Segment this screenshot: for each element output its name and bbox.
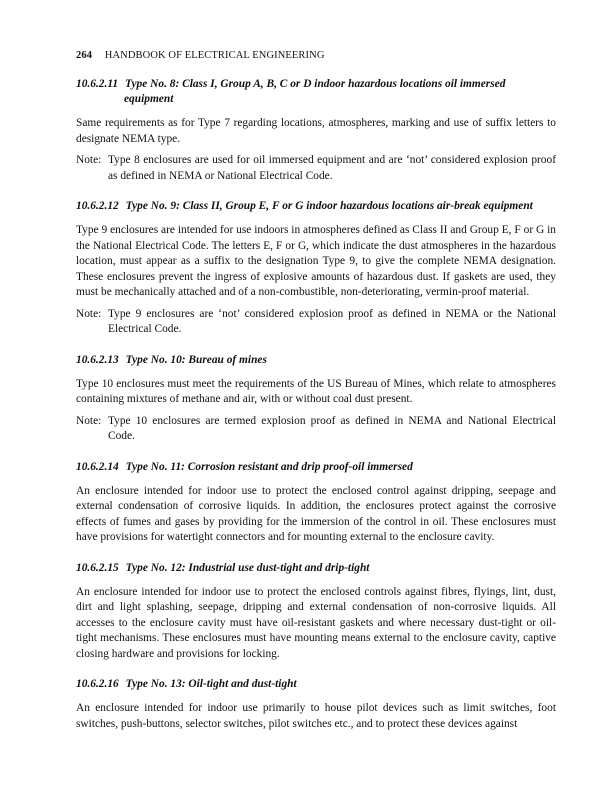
note-text: Type 8 enclosures are used for oil immersed equipment and are ‘not’ considered explosion proof as defined in NEMA or National Electrical Code. (108, 154, 556, 182)
body-paragraph: An enclosure intended for indoor use primarily to house pilot devices such as limit switches, foot switches, push-buttons, selector switches, pilot switches etc., and to protect these devices against (76, 702, 556, 730)
section-title: Type No. 12: Industrial use dust-tight and drip-tight (125, 561, 370, 574)
section-number: 10.6.2.14 (76, 460, 119, 473)
section-title: Type No. 11: Corrosion resistant and drip proof-oil immersed (125, 460, 413, 473)
section-number: 10.6.2.12 (76, 200, 119, 212)
section-number: 10.6.2.13 (76, 353, 119, 366)
section-title: Type No. 10: Bureau of mines (125, 353, 267, 366)
note-label: Note: (76, 307, 102, 320)
section-heading (76, 199, 556, 214)
section-type-10 (76, 353, 556, 445)
section-title: Type No. 13: Oil-tight and dust-tight (125, 678, 297, 690)
section-heading (76, 677, 556, 692)
note (76, 307, 556, 338)
document-page (76, 50, 556, 747)
running-head (76, 50, 556, 61)
note (76, 153, 556, 184)
section-type-8 (76, 77, 556, 184)
section-title: Type No. 9: Class II, Group E, F or G indoor hazardous locations air-break equipment (125, 200, 533, 212)
section-heading (76, 460, 556, 475)
body-paragraph: An enclosure intended for indoor use to protect the enclosed controls against fibres, flyings, lint, dust, dirt and light splashing, seepage, dripping and external condensation of non-corrosive liquids. All accesses to the enclosure cavity must have oil-resistant gaskets and where necessary dust-tight or oil-tight mechanisms. These enclosures must have mounting means external to the enclosure cavity, captive closing hardware and provisions for locking. (76, 585, 556, 660)
body-paragraph: An enclosure intended for indoor use to protect the enclosed control against dripping, seepage and external condensation of corrosive liquids. In addition, the enclosures protect against the corrosive effects of fumes and gases by providing for the immersion of the control in oil. These enclosures must have provisions for watertight connectors and for mounting external to the enclosure cavity. (76, 484, 556, 543)
section-heading (76, 561, 556, 576)
running-head-title: HANDBOOK OF ELECTRICAL ENGINEERING (104, 50, 325, 61)
section-heading (76, 77, 556, 107)
section-title: Type No. 8: Class I, Group A, B, C or D indoor hazardous locations oil immersed equipment (124, 78, 506, 105)
body-paragraph: Type 9 enclosures are intended for use indoors in atmospheres defined as Class II and Group E, F or G in the National Electrical Code. The letters E, F or G, which indicate the dust atmospheres in the hazardous location, must appear as a suffix to the designation Type 9, to give the complete NEMA designation. These enclosures prevent the ingress of explosive amounts of hazardous dust. If gaskets are used, they must be mechanically attached and of a non-combustible, non-deteriorating, vermin-proof material. (76, 224, 556, 298)
note-text: Type 10 enclosures are termed explosion proof as defined in NEMA and National Electrical Code. (108, 414, 556, 442)
body-paragraph: Type 10 enclosures must meet the requirements of the US Bureau of Mines, which relate to atmospheres containing mixtures of methane and air, with or without coal dust present. (76, 377, 556, 405)
note-text: Type 9 enclosures are ‘not’ considered explosion proof as defined in NEMA or the National Electrical Code. (108, 307, 556, 335)
section-number: 10.6.2.15 (76, 561, 119, 574)
page-number: 264 (76, 50, 93, 61)
body-paragraph: Same requirements as for Type 7 regarding locations, atmospheres, marking and use of suffix letters to designate NEMA type. (76, 117, 556, 145)
section-type-12 (76, 561, 556, 663)
section-heading (76, 353, 556, 368)
note-label: Note: (76, 414, 102, 427)
section-number: 10.6.2.16 (76, 678, 119, 690)
section-type-9 (76, 199, 556, 338)
section-type-11 (76, 460, 556, 546)
section-type-13 (76, 677, 556, 732)
section-number: 10.6.2.11 (76, 78, 119, 90)
note-label: Note: (76, 154, 102, 166)
note (76, 414, 556, 445)
